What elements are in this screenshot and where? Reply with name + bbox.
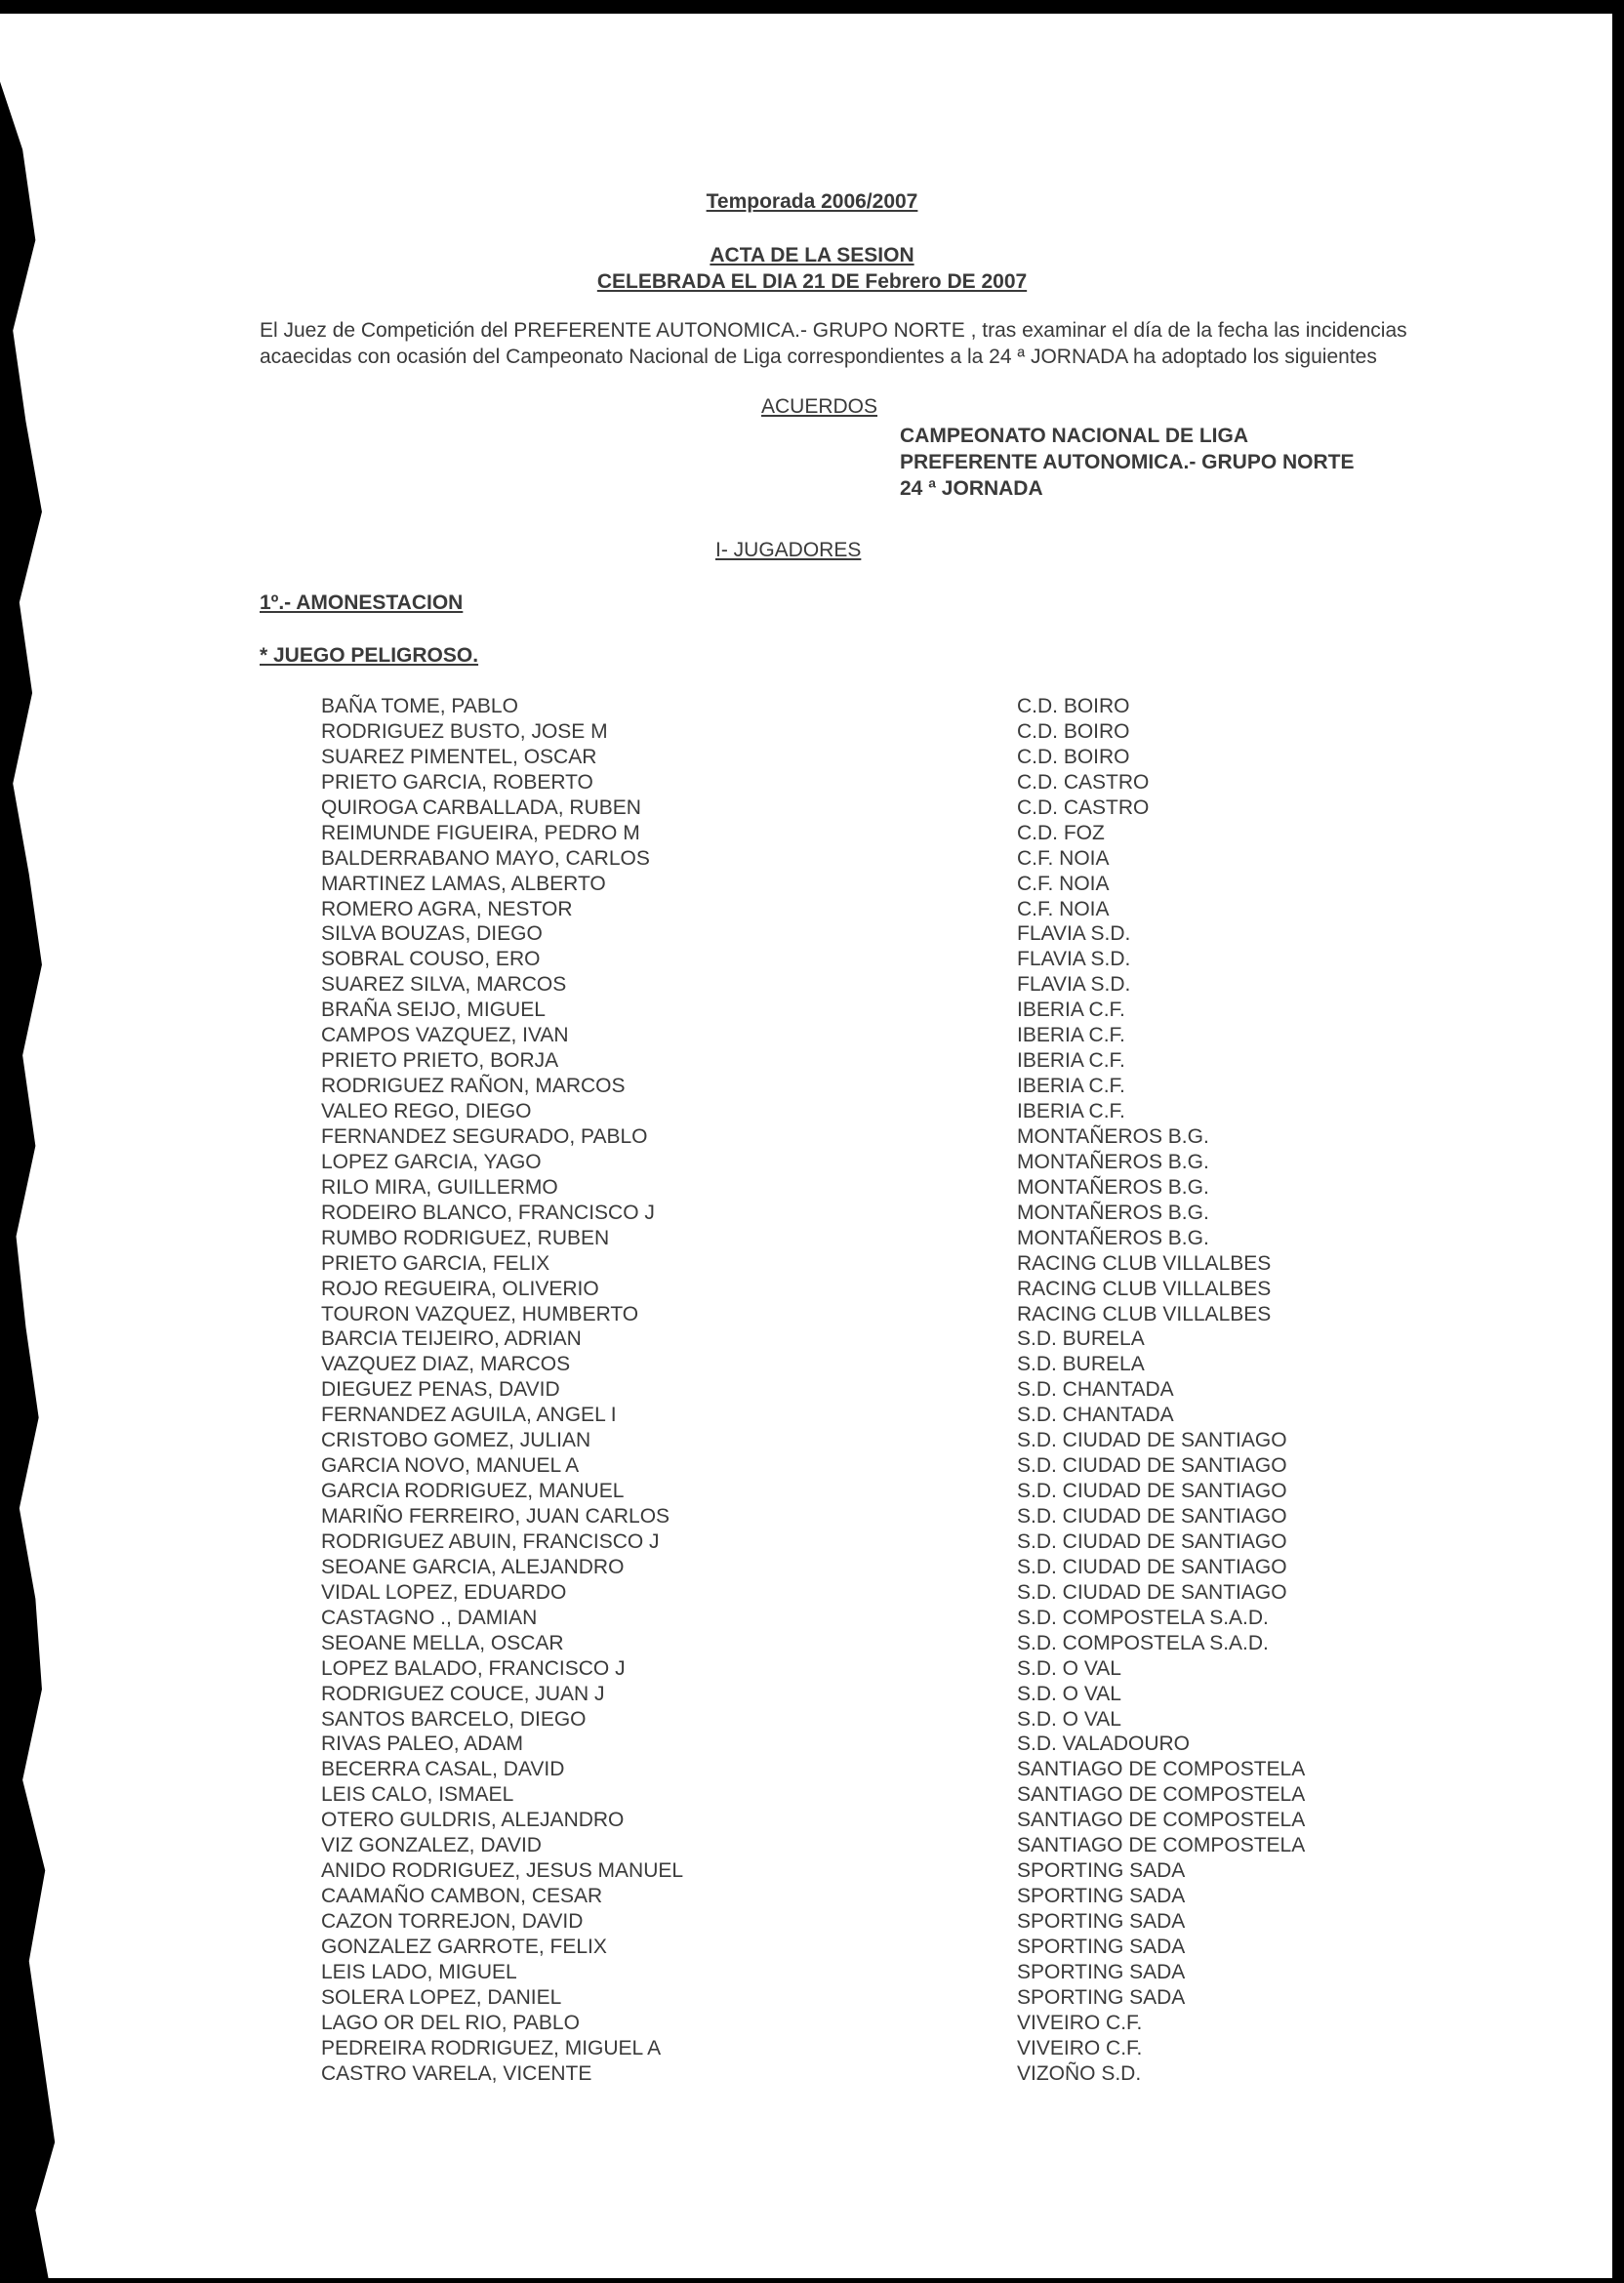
player-name: CAAMAÑO CAMBON, CESAR [321,1885,603,1908]
player-row [321,1682,1395,1707]
player-name: PEDREIRA RODRIGUEZ, MIGUEL A [321,2036,662,2059]
player-name: ROMERO AGRA, NESTOR [321,897,573,920]
player-club: MONTAÑEROS B.G. [1017,1226,1209,1249]
player-club: RACING CLUB VILLALBES [1017,1302,1272,1325]
player-club: S.D. CIUDAD DE SANTIAGO [1017,1429,1287,1452]
player-club: S.D. CIUDAD DE SANTIAGO [1017,1555,1287,1578]
player-row [321,1884,1395,1909]
player-club: C.D. CASTRO [1017,770,1150,794]
player-name: VALEO REGO, DIEGO [321,1100,532,1122]
player-name: BECERRA CASAL, DAVID [321,1758,565,1781]
campeonato-line1: CAMPEONATO NACIONAL DE LIGA [900,425,1249,447]
player-name: FERNANDEZ SEGURADO, PABLO [321,1124,648,1148]
player-row [321,1150,1395,1175]
player-row [321,1580,1395,1606]
player-row [321,1555,1395,1580]
campeonato-line2: PREFERENTE AUTONOMICA.- GRUPO NORTE [900,451,1355,473]
player-row [321,1757,1395,1782]
player-club: VIVEIRO C.F. [1017,2036,1143,2059]
category-title: * JUEGO PELIGROSO. [260,644,479,667]
player-name: LEIS LADO, MIGUEL [321,1960,517,1983]
player-row [321,2036,1395,2061]
player-name: DIEGUEZ PENAS, DAVID [321,1378,560,1402]
player-row [321,770,1395,795]
player-name: SOLERA LOPEZ, DANIEL [321,1985,562,2009]
player-club: SANTIAGO DE COMPOSTELA [1017,1758,1306,1781]
player-row [321,821,1395,846]
player-club: S.D. O VAL [1017,1707,1121,1731]
player-name: BAÑA TOME, PABLO [321,695,518,717]
player-name: RIVAS PALEO, ADAM [321,1733,523,1756]
player-row [321,1377,1395,1403]
player-club: SPORTING SADA [1017,1885,1186,1908]
player-name: RODRIGUEZ BUSTO, JOSE M [321,719,608,743]
player-name: GARCIA RODRIGUEZ, MANUEL [321,1480,625,1503]
player-name: CAZON TORREJON, DAVID [321,1910,584,1933]
player-name: SOBRAL COUSO, ERO [321,948,541,971]
player-name: QUIROGA CARBALLADA, RUBEN [321,795,641,819]
player-club: FLAVIA S.D. [1017,922,1131,946]
player-name: BRAÑA SEIJO, MIGUEL [321,999,546,1022]
player-club: SPORTING SADA [1017,1910,1186,1933]
player-name: LOPEZ BALADO, FRANCISCO J [321,1656,626,1680]
player-club: MONTAÑEROS B.G. [1017,1201,1209,1224]
player-row [321,897,1395,922]
player-row [321,1909,1395,1935]
player-name: ROJO REGUEIRA, OLIVERIO [321,1277,599,1300]
player-row [321,1479,1395,1504]
player-club: SANTIAGO DE COMPOSTELA [1017,1809,1306,1832]
player-row [321,795,1395,821]
player-row [321,745,1395,770]
player-row [321,1833,1395,1858]
player-club: C.F. NOIA [1017,897,1110,920]
player-name: CASTAGNO ., DAMIAN [321,1606,538,1629]
player-row [321,2011,1395,2036]
player-club: S.D. BURELA [1017,1353,1145,1376]
player-club: IBERIA C.F. [1017,1100,1125,1122]
player-name: FERNANDEZ AGUILA, ANGEL I [321,1404,617,1427]
player-row [321,972,1395,998]
player-name: SANTOS BARCELO, DIEGO [321,1707,587,1731]
player-club: S.D. CIUDAD DE SANTIAGO [1017,1505,1287,1528]
player-name: LAGO OR DEL RIO, PABLO [321,2011,580,2034]
player-club: VIVEIRO C.F. [1017,2011,1143,2034]
acta-title-line2: CELEBRADA EL DIA 21 DE Febrero DE 2007 [596,270,1028,293]
player-club: S.D. COMPOSTELA S.A.D. [1017,1606,1269,1629]
player-club: S.D. CHANTADA [1017,1378,1174,1402]
player-club: S.D. CIUDAD DE SANTIAGO [1017,1480,1287,1503]
acuerdos-heading: ACUERDOS [761,395,878,418]
player-club: RACING CLUB VILLALBES [1017,1251,1272,1275]
season-title: Temporada 2006/2007 [706,190,918,213]
player-list [321,694,1395,2087]
player-row [321,1074,1395,1099]
player-row [321,872,1395,897]
player-name: BARCIA TEIJEIRO, ADRIAN [321,1327,582,1351]
player-name: LEIS CALO, ISMAEL [321,1783,514,1807]
player-club: S.D. COMPOSTELA S.A.D. [1017,1631,1269,1654]
player-club: IBERIA C.F. [1017,1049,1125,1073]
player-club: C.F. NOIA [1017,846,1110,870]
player-row [321,1732,1395,1757]
player-club: FLAVIA S.D. [1017,973,1131,997]
player-row [321,1124,1395,1150]
scan-border-right [1612,0,1624,2283]
player-name: TOURON VAZQUEZ, HUMBERTO [321,1302,639,1325]
player-row [321,947,1395,972]
player-club: RACING CLUB VILLALBES [1017,1277,1272,1300]
player-club: S.D. CIUDAD DE SANTIAGO [1017,1529,1287,1553]
player-name: REIMUNDE FIGUEIRA, PEDRO M [321,821,640,844]
player-name: OTERO GULDRIS, ALEJANDRO [321,1809,625,1832]
player-name: MARTINEZ LAMAS, ALBERTO [321,872,606,895]
player-club: IBERIA C.F. [1017,1075,1125,1098]
player-name: VIDAL LOPEZ, EDUARDO [321,1580,567,1604]
player-club: S.D. O VAL [1017,1682,1121,1705]
player-row [321,1529,1395,1555]
player-row [321,921,1395,947]
player-name: PRIETO GARCIA, FELIX [321,1251,550,1275]
player-name: SILVA BOUZAS, DIEGO [321,922,543,946]
player-name: GONZALEZ GARROTE, FELIX [321,1935,607,1958]
player-row [321,1782,1395,1808]
player-club: SPORTING SADA [1017,1985,1186,2009]
player-row [321,1428,1395,1453]
player-row [321,1277,1395,1302]
player-row [321,1808,1395,1833]
player-row [321,1175,1395,1201]
player-name: PRIETO PRIETO, BORJA [321,1049,559,1073]
player-club: S.D. CIUDAD DE SANTIAGO [1017,1580,1287,1604]
player-club: C.F. NOIA [1017,872,1110,895]
player-club: S.D. CIUDAD DE SANTIAGO [1017,1454,1287,1478]
player-club: SANTIAGO DE COMPOSTELA [1017,1834,1306,1857]
player-row [321,1251,1395,1277]
player-row [321,694,1395,719]
player-row [321,1326,1395,1352]
player-club: C.D. BOIRO [1017,719,1130,743]
player-club: S.D. BURELA [1017,1327,1145,1351]
player-name: VIZ GONZALEZ, DAVID [321,1834,542,1857]
player-club: SPORTING SADA [1017,1859,1186,1883]
player-name: BALDERRABANO MAYO, CARLOS [321,846,650,870]
player-name: SUAREZ SILVA, MARCOS [321,973,567,997]
player-club: MONTAÑEROS B.G. [1017,1150,1209,1173]
campeonato-block [900,423,1355,502]
intro-line2: acaecidas con ocasión del Campeonato Nacional de Liga correspondientes a la 24 ª JORNADA ha adoptado los siguientes [260,346,1377,368]
player-name: CRISTOBO GOMEZ, JULIAN [321,1429,591,1452]
player-club: S.D. O VAL [1017,1656,1121,1680]
player-row [321,1352,1395,1377]
player-name: RUMBO RODRIGUEZ, RUBEN [321,1226,610,1249]
player-club: S.D. VALADOURO [1017,1733,1190,1756]
intro-line1: El Juez de Competición del PREFERENTE AUTONOMICA.- GRUPO NORTE , tras examinar el día de la fecha las incidencias [260,319,1407,342]
player-club: IBERIA C.F. [1017,999,1125,1022]
player-club: C.D. BOIRO [1017,745,1130,768]
subsection-title: 1º.- AMONESTACION [260,591,464,614]
player-name: PRIETO GARCIA, ROBERTO [321,770,593,794]
player-row [321,1453,1395,1479]
intro-paragraph [260,317,1499,370]
player-name: SEOANE MELLA, OSCAR [321,1631,564,1654]
player-name: CASTRO VARELA, VICENTE [321,2061,592,2085]
player-club: FLAVIA S.D. [1017,948,1131,971]
player-name: RODRIGUEZ ABUIN, FRANCISCO J [321,1529,660,1553]
player-club: C.D. CASTRO [1017,795,1150,819]
player-row [321,719,1395,745]
player-row [321,1935,1395,1960]
player-name: RODRIGUEZ RAÑON, MARCOS [321,1075,626,1098]
player-name: MARIÑO FERREIRO, JUAN CARLOS [321,1505,670,1528]
player-name: LOPEZ GARCIA, YAGO [321,1150,542,1173]
player-name: RODEIRO BLANCO, FRANCISCO J [321,1201,655,1224]
player-row [321,1606,1395,1631]
section-title: I- JUGADORES [715,539,862,561]
player-row [321,1201,1395,1226]
player-row [321,1048,1395,1074]
acta-title-line1: ACTA DE LA SESION [710,244,914,266]
player-row [321,1985,1395,2011]
campeonato-line3: 24 ª JORNADA [900,477,1043,500]
player-row [321,1403,1395,1428]
player-name: RILO MIRA, GUILLERMO [321,1175,558,1199]
player-name: GARCIA NOVO, MANUEL A [321,1454,580,1478]
player-row [321,998,1395,1023]
player-name: SUAREZ PIMENTEL, OSCAR [321,745,597,768]
player-club: VIZOÑO S.D. [1017,2061,1142,2085]
acta-title [0,242,1624,295]
player-row [321,1707,1395,1733]
player-row [321,1023,1395,1048]
player-row [321,1226,1395,1251]
player-club: S.D. CHANTADA [1017,1404,1174,1427]
player-club: IBERIA C.F. [1017,1024,1125,1047]
player-name: CAMPOS VAZQUEZ, IVAN [321,1024,569,1047]
player-row [321,1099,1395,1124]
player-club: C.D. FOZ [1017,821,1105,844]
player-row [321,1631,1395,1656]
player-name: VAZQUEZ DIAZ, MARCOS [321,1353,571,1376]
player-row [321,1302,1395,1327]
player-row [321,1656,1395,1682]
player-row [321,1960,1395,1985]
player-club: SPORTING SADA [1017,1935,1186,1958]
player-club: C.D. BOIRO [1017,695,1130,717]
player-club: MONTAÑEROS B.G. [1017,1175,1209,1199]
scan-border-bottom [0,2278,1624,2283]
player-name: RODRIGUEZ COUCE, JUAN J [321,1682,605,1705]
player-row [321,846,1395,872]
player-row [321,1858,1395,1884]
player-name: ANIDO RODRIGUEZ, JESUS MANUEL [321,1859,684,1883]
player-name: SEOANE GARCIA, ALEJANDRO [321,1555,625,1578]
player-row [321,1504,1395,1529]
player-club: MONTAÑEROS B.G. [1017,1124,1209,1148]
player-club: SANTIAGO DE COMPOSTELA [1017,1783,1306,1807]
player-club: SPORTING SADA [1017,1960,1186,1983]
player-row [321,2061,1395,2087]
